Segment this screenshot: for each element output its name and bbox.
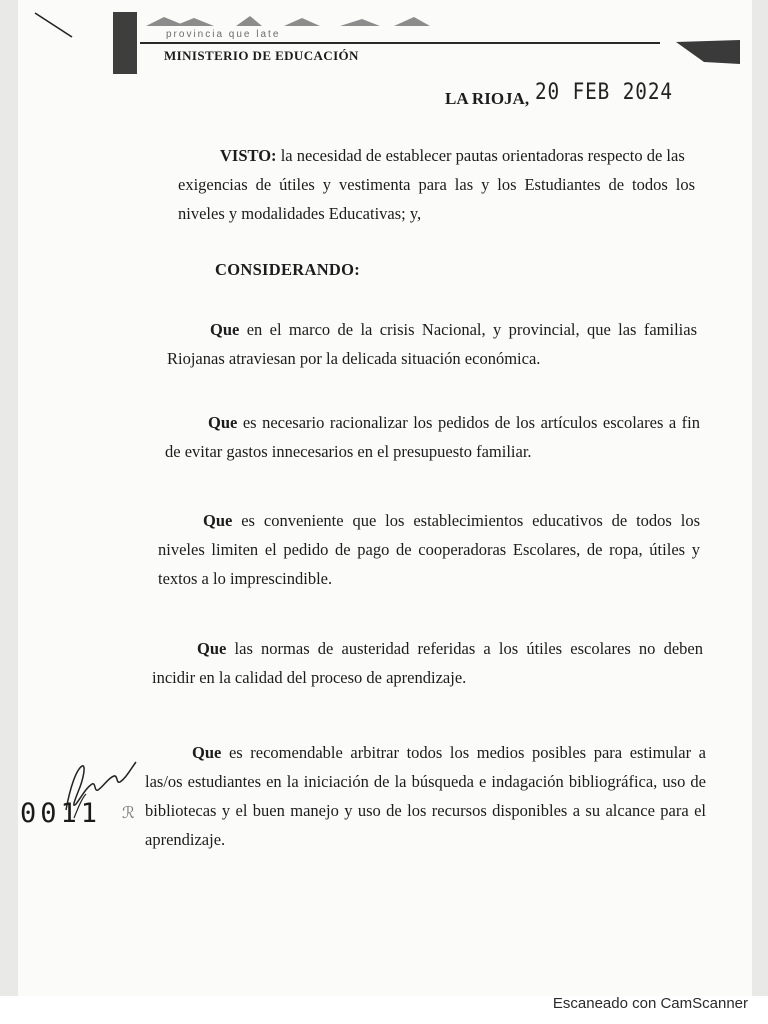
considerando-heading: CONSIDERANDO: [215, 260, 361, 279]
header-corner-graphic [674, 38, 744, 66]
paragraph-lead-que: Que [192, 743, 222, 762]
paragraph-lead-que: Que [208, 413, 238, 432]
paragraph-lead-que: Que [197, 639, 227, 658]
logo-tagline: provincia que late [166, 29, 281, 40]
considerando-paragraph-4 [152, 634, 703, 692]
visto-text-line1: la necesidad de establecer pautas orientadoras respecto de las [280, 146, 685, 165]
place-label: LA RIOJA, [445, 89, 530, 108]
logo-bar [113, 12, 137, 74]
margin-mark: ℛ [122, 805, 135, 822]
paragraph-text: es necesario racionalizar los pedidos de los artículos escolares a fin de evitar gastos innecesarios en el presupuesto familiar. [165, 413, 701, 461]
considerando-paragraph-2 [165, 408, 700, 466]
visto-first-line [220, 141, 695, 170]
paragraph-lead-que: Que [210, 320, 240, 339]
pen-stroke-mark [32, 10, 76, 40]
considerando-paragraph-1 [167, 315, 697, 373]
camscanner-watermark: Escaneado con CamScanner [552, 995, 748, 1012]
paragraph-text: en el marco de la crisis Nacional, y provincial, que las familias Riojanas atraviesan por la delicada situación económica. [167, 320, 697, 368]
visto-label: VISTO: [220, 146, 277, 165]
date-stamp: 20 FEB 2024 [535, 80, 673, 105]
header-rule [140, 42, 660, 44]
ministry-name: MINISTERIO DE EDUCACIÓN [164, 48, 359, 63]
paragraph-text: las normas de austeridad referidas a los útiles escolares no deben incidir en la calidad del proceso de aprendizaje. [152, 639, 703, 687]
paragraph-text: es recomendable arbitrar todos los medios posibles para estimular a las/os estudiantes en la iniciación de la búsqueda e indagación bibliográfica, uso de bibliotecas y el buen manejo y uso de los recursos disponibles a su alcance para el aprendizaje. [145, 743, 707, 849]
considerando-paragraph-5 [145, 738, 706, 854]
paragraph-lead-que: Que [203, 511, 233, 530]
visto-body: exigencias de útiles y vestimenta para las y los Estudiantes de todos los niveles y modalidades Educativas; y, [178, 175, 695, 223]
paragraph-text: es conveniente que los establecimientos educativos de todos los niveles limiten el pedido de pago de cooperadoras Escolares, de ropa, útiles y textos a lo imprescindible. [158, 511, 700, 588]
considerando-paragraph-3 [158, 506, 700, 593]
page-number-stamp: 0011 [20, 798, 102, 829]
